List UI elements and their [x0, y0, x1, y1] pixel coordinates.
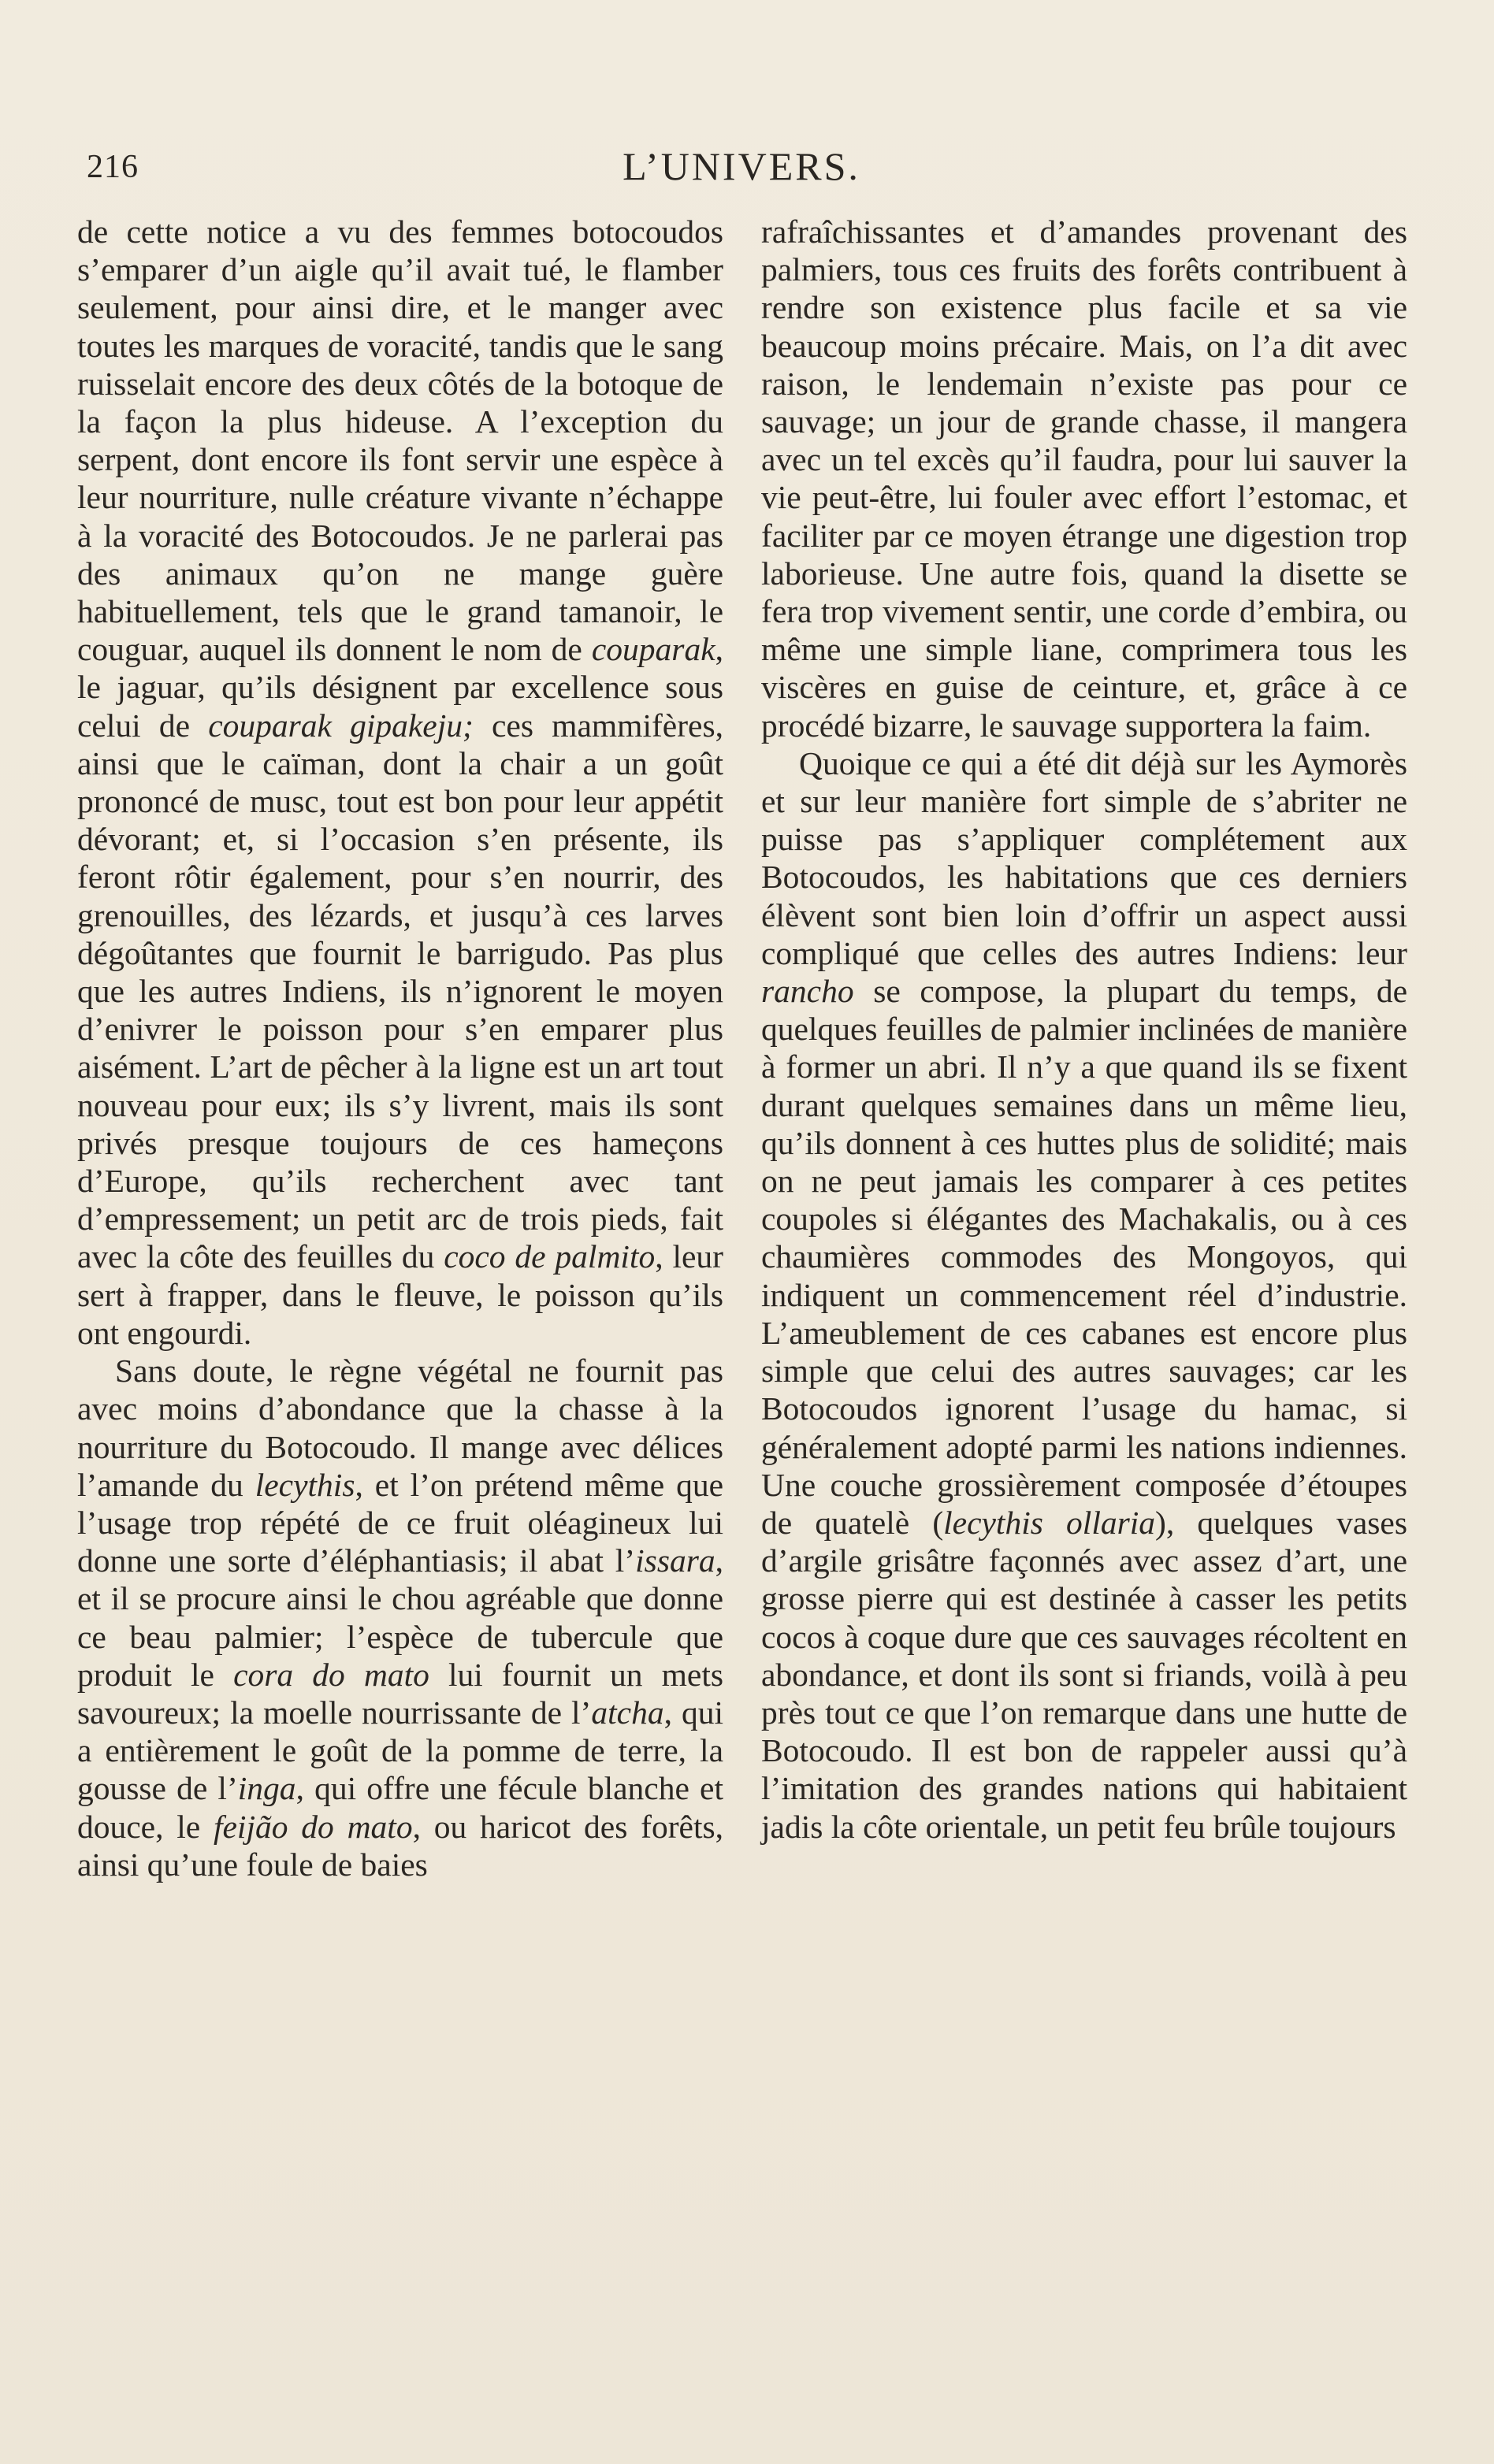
italic-term: rancho	[761, 973, 854, 1010]
text-run: ces mammifères, ainsi que le caïman, dont la chair a un goût prononcé de musc, tout est bon pour leur appétit dévorant; et, si l’occasion s’en présente, ils feront rôtir également, pour s’en nourrir, des grenouilles, des lézards, et jusqu’à ces larves dégoûtantes que fournit le barrigudo. Pas plus que les autres Indiens, ils n’ignorent le moyen d’enivrer le poisson pour s’en emparer plus aisément. L’art de pêcher à la ligne est un art tout nouveau pour eux; ils s’y livrent, mais ils sont privés presque toujours de ces hameçons d’Europe, qu’ils recherchent avec tant d’empressement; un petit arc de trois pieds, fait avec la côte des feuilles du	[77, 707, 723, 1275]
paragraph	[77, 1352, 723, 1883]
page-header	[76, 140, 1407, 195]
running-title: L’UNIVERS.	[622, 144, 860, 188]
text-run: Sans doute, le règne végétal ne fournit pas avec moins d’abondance que la chasse à la nourriture du Botocoudo. Il mange avec délices l’amande du	[77, 1353, 723, 1503]
italic-term: couparak	[591, 631, 715, 668]
italic-term: feijão do mato	[213, 1808, 413, 1845]
text-run: , ou haricot des forêts, ainsi qu’une foule de baies	[77, 1808, 723, 1883]
text-run: ), quelques vases d’argile grisâtre façonnés avec assez d’art, une grosse pierre qui est destinée à casser les petits cocos à coque dure que ces sauvages récoltent en abondance, et dont ils sont si friands, voilà à peu près tout ce que l’on remarque dans une hutte de Botocoudo. Il est bon de rappeler aussi qu’à l’imitation des grandes nations qui habitaient jadis la côte orientale, un petit feu brûle toujours	[761, 1504, 1407, 1845]
text-run: , qui a entièrement le goût de la pomme de terre, la gousse de l’	[77, 1694, 724, 1807]
text-run: se compose, la plupart du temps, de quelques feuilles de palmier inclinées de manière à former un abri. Il n’y a que quand ils se fixent durant quelques semaines dans un même lieu, qu’ils donnent à ces huttes plus de solidité; mais on ne peut jamais les comparer à ces petites coupoles si élégantes des Machakalis, ou à ces chaumières commodes des Mongoyos, qui indiquent un commencement réel d’industrie. L’ameublement de ces cabanes est encore plus simple que celui des autres sauvages; car les Botocoudos ignorent l’usage du hamac, si généralement adopté parmi les nations indiennes. Une couche grossièrement composée d’étoupes de quatelè (	[761, 973, 1407, 1541]
italic-term: lecythis	[255, 1466, 355, 1503]
text-run: , le jaguar, qu’ils désignent par excellence sous celui de	[77, 631, 723, 744]
paragraph	[77, 213, 723, 1352]
italic-term: couparak gipakeju;	[208, 707, 474, 744]
text-run: , et l’on prétend même que l’usage trop répété de ce fruit oléagineux lui donne une sorte d’éléphantiasis; il abat l’	[77, 1466, 724, 1579]
text-run: de cette notice a vu des femmes botocoudos s’emparer d’un aigle qu’il avait tué, le flamber seulement, pour ainsi dire, et le manger avec toutes les marques de voracité, tandis que le sang ruisselait encore des deux côtés de la botoque de la façon la plus hideuse. A l’exception du serpent, dont encore ils font servir une espèce à leur nourriture, nulle créature vivante n’échappe à la voracité des Botocoudos. Je ne parlerai pas des animaux qu’on ne mange guère habituellement, tels que le grand tamanoir, le couguar, auquel ils donnent le nom de	[77, 213, 723, 668]
text-run: rafraîchissantes et d’amandes provenant des palmiers, tous ces fruits des forêts contribuent à rendre son existence plus facile et sa vie beaucoup moins précaire. Mais, on l’a dit avec raison, le lendemain n’existe pas pour ce sauvage; un jour de grande chasse, il mangera avec un tel excès qu’il faudra, pour lui sauver la vie peut-être, lui fouler avec effort l’estomac, et faciliter par ce moyen étrange une digestion trop laborieuse. Une autre fois, quand la disette se fera trop vivement sentir, une corde d’embira, ou même une simple liane, comprimera tous les viscères en guise de ceinture, et, grâce à ce procédé bizarre, le sauvage supportera la faim.	[761, 213, 1407, 744]
left-column	[77, 213, 723, 1883]
text-run: , leur sert à frapper, dans le fleuve, le poisson qu’ils ont engourdi.	[77, 1238, 723, 1351]
paragraph	[761, 744, 1407, 1846]
italic-term: atcha	[591, 1694, 664, 1731]
text-run: Quoique ce qui a été dit déjà sur les Aymorès et sur leur manière fort simple de s’abriter ne puisse pas s’appliquer complétement aux Botocoudos, les habitations que ces derniers élèvent sont bien loin d’offrir un aspect aussi compliqué que celles des autres Indiens: leur	[761, 744, 1407, 971]
text-run: lui fournit un mets savoureux; la moelle nourrissante de l’	[77, 1656, 723, 1731]
italic-term: inga	[237, 1770, 296, 1807]
italic-term: lecythis ollaria	[943, 1504, 1156, 1541]
paragraph	[761, 213, 1407, 744]
text-run: , et il se procure ainsi le chou agréable que donne ce beau palmier; l’espèce de tubercule que produit le	[77, 1542, 723, 1693]
italic-term: coco de palmito	[444, 1238, 656, 1275]
italic-term: cora do mato	[233, 1656, 429, 1693]
page-number: 216	[87, 149, 139, 185]
right-column	[761, 213, 1407, 1846]
italic-term: issara	[635, 1542, 715, 1579]
text-run: , qui offre une fécule blanche et douce, le	[77, 1770, 723, 1845]
